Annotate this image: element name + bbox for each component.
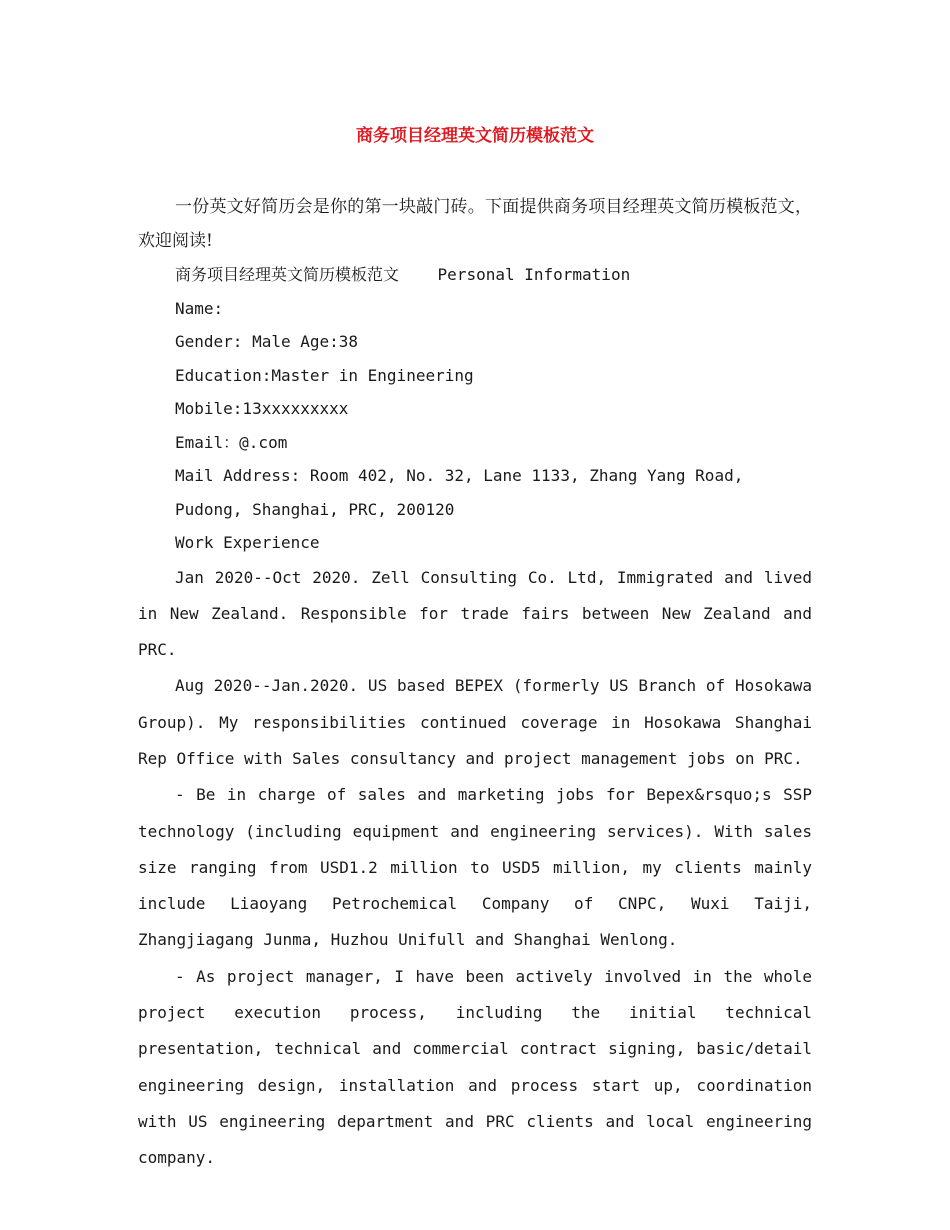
experience-bullet: - As project manager, I have been actively involved in the whole project execution process, including the initial technical presentation, technical and commercial contract signing, basic/detail engineering design, installation and process start up, coordination with US engineering department and PRC clients and local engineering company. [138, 966, 812, 1168]
intro-paragraph: 一份英文好简历会是你的第一块敲门砖。下面提供商务项目经理英文简历模板范文，欢迎阅读! [138, 197, 812, 251]
section-heading-zh: 商务项目经理英文简历模板范文 [175, 265, 400, 284]
document-title: 商务项目经理英文简历模板范文 [356, 126, 594, 146]
section-heading-en: Personal Information [437, 265, 631, 284]
experience-paragraph: Aug 2020--Jan.2020. US based BEPEX (formerly US Branch of Hosokawa Group). My responsibilities continued coverage in Hosokawa Shanghai Rep Office with Sales consultancy and project management jobs on PRC. [138, 676, 812, 768]
field-mail-address-cont: Pudong, Shanghai, PRC, 200120 [175, 499, 455, 519]
field-education: Education:Master in Engineering [175, 365, 474, 385]
field-name: Name: [175, 298, 224, 318]
field-email: Email：@.com [175, 432, 288, 452]
field-mail-address: Mail Address: Room 402, No. 32, Lane 1133, Zhang Yang Road, [175, 466, 744, 485]
field-gender-age: Gender: Male Age:38 [175, 332, 359, 351]
experience-paragraph: Jan 2020--Oct 2020. Zell Consulting Co. Ltd, Immigrated and lived in New Zealand. Responsible for trade fairs between New Zealand and PRC. [138, 567, 812, 660]
work-experience-heading: Work Experience [175, 533, 320, 552]
experience-bullet: - Be in charge of sales and marketing jobs for Bepex&rsquo;s SSP technology (including equipment and engineering services). With sales size ranging from USD1.2 million to USD5 million, my clients mainly include Liaoyang Petrochemical Company of CNPC, Wuxi Taiji, Zhangjiagang Junma, Huzhou Unifull and Shanghai Wenlong. [138, 785, 812, 950]
field-mobile: Mobile:13xxxxxxxxx [175, 399, 349, 418]
section-heading [138, 258, 812, 292]
document-body [138, 190, 812, 1177]
